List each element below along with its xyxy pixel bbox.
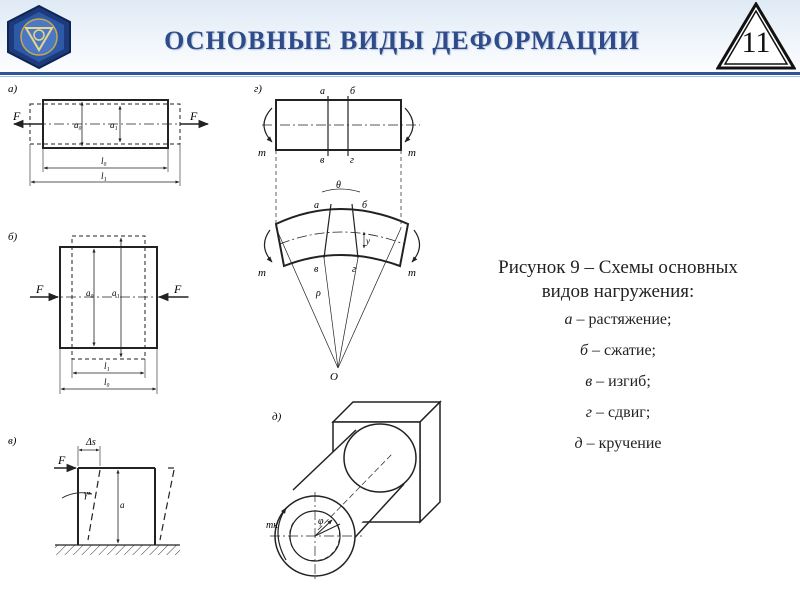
panel-d-torsion	[266, 402, 440, 582]
dim-label: l₀	[104, 377, 110, 387]
caption-text: – растяжение;	[572, 311, 672, 328]
point-label: а	[320, 86, 325, 97]
moment-label: mк	[266, 520, 278, 531]
panel-d-label: д)	[272, 411, 282, 423]
caption-letter: а	[564, 311, 573, 328]
caption-text: – сдвиг;	[591, 404, 651, 421]
caption-title-line1: Рисунок 9 – Схемы основных	[498, 257, 738, 278]
point-label: б	[362, 200, 368, 211]
moment-label: m	[408, 267, 416, 279]
caption-letter: в	[585, 373, 593, 390]
dim-label: a₁	[112, 288, 120, 298]
caption-title-line2: видов нагружения:	[541, 281, 695, 302]
dim-label: a₀	[74, 120, 82, 130]
point-label: а	[314, 200, 319, 211]
panel-a-tension	[8, 83, 208, 186]
caption-item-b	[462, 335, 774, 366]
panel-b-label: б)	[8, 231, 18, 243]
caption-text: – изгиб;	[592, 373, 651, 390]
moment-label: m	[258, 147, 266, 159]
dim-label: l₀	[101, 156, 107, 166]
caption-item-v	[462, 366, 774, 397]
phi-label: φ	[318, 516, 324, 527]
caption-letter: г	[585, 404, 592, 421]
dim-label: a	[120, 500, 125, 510]
caption-letter: д	[574, 435, 583, 452]
point-label: г	[352, 264, 356, 275]
point-label: б	[350, 86, 356, 97]
panel-g-bending-beam	[254, 83, 420, 383]
theta-label: θ	[336, 180, 341, 191]
caption-text: – кручение	[582, 435, 662, 452]
point-label: в	[314, 264, 319, 275]
caption-item-g	[462, 397, 774, 428]
rho-label: ρ	[316, 288, 321, 299]
delta-label: Δs	[86, 437, 96, 448]
logo-emblem	[4, 4, 74, 70]
force-label: F	[13, 109, 21, 123]
header-rule-thin	[0, 76, 800, 77]
deformation-diagram	[0, 78, 460, 600]
caption-letter: б	[580, 342, 589, 359]
moment-label: m	[408, 147, 416, 159]
dim-label: l₁	[104, 361, 110, 371]
figure-caption	[462, 256, 774, 459]
force-label: F	[36, 282, 44, 296]
dim-label: l₁	[101, 171, 107, 181]
gamma-label: γ	[84, 489, 88, 500]
page-number: 11	[741, 26, 771, 59]
panel-a-label: а)	[8, 83, 18, 95]
caption-item-d	[462, 428, 774, 459]
panel-g-label: г)	[254, 83, 262, 95]
moment-label: m	[258, 267, 266, 279]
dim-label: a₁	[110, 120, 118, 130]
origin-label: O	[330, 371, 338, 383]
panel-v-bending	[8, 435, 180, 555]
caption-item-a	[462, 304, 774, 335]
panel-b-compression	[8, 231, 190, 394]
header-rule	[0, 72, 800, 75]
force-label: F	[190, 109, 198, 123]
page-title: ОСНОВНЫЕ ВИДЫ ДЕФОРМАЦИИ	[164, 26, 640, 55]
dim-label: a₀	[86, 288, 94, 298]
point-label: г	[350, 155, 354, 166]
point-label: в	[320, 155, 325, 166]
force-label: F	[58, 453, 66, 467]
caption-text: – сжатие;	[588, 342, 656, 359]
force-label: F	[174, 282, 182, 296]
y-label: y	[366, 236, 370, 246]
panel-v-label: в)	[8, 435, 17, 447]
